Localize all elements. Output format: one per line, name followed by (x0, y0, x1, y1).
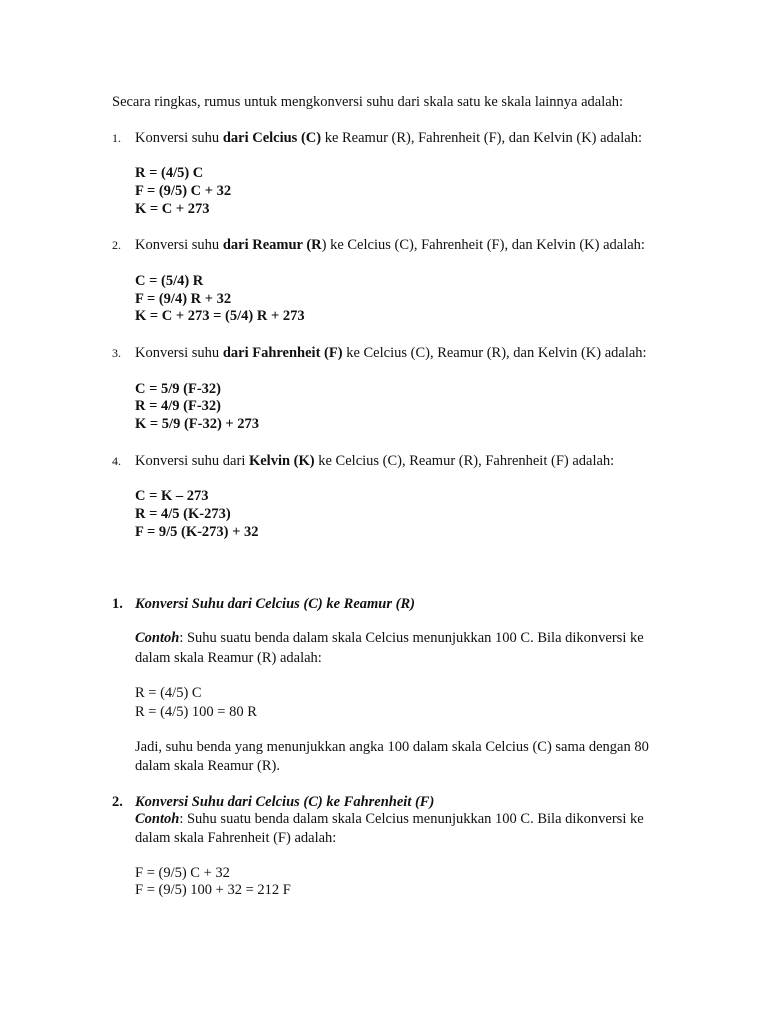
example-heading: Konversi Suhu dari Celcius (C) ke Fahrenheit (F) (135, 794, 435, 810)
formula-line: C = (5/4) R (135, 273, 204, 289)
contoh-label: Contoh (135, 811, 180, 827)
list-item-bold: dari Reamur (R (222, 237, 322, 253)
formula-line: C = 5/9 (F-32) (135, 381, 221, 397)
list-item-post: ) ke Celcius (C), Fahrenheit (F), dan Kelvin (K) adalah: (321, 237, 645, 253)
list-item-text (135, 453, 614, 470)
intro-text: Secara ringkas, rumus untuk mengkonversi suhu dari skala satu ke skala lainnya adalah: (112, 94, 623, 110)
contoh-text: : Suhu suatu benda dalam skala Celcius menunjukkan 100 C. Bila dikonversi ke (179, 811, 644, 827)
formula-line: F = (9/5) C + 32 (135, 183, 232, 199)
list-number: 3. (112, 346, 121, 360)
formula-line: K = 5/9 (F-32) + 273 (135, 416, 260, 432)
list-number: 4. (112, 454, 121, 468)
list-item-pre: Konversi suhu (135, 237, 223, 253)
list-item-bold: dari Celcius (C) (222, 130, 322, 146)
list-item-post: ke Celcius (C), Reamur (R), Fahrenheit (F) adalah: (314, 453, 615, 469)
formula-line: R = 4/9 (F-32) (135, 398, 221, 414)
example-number: 2. (112, 794, 123, 810)
example-contoh (135, 811, 644, 828)
contoh-label: Contoh (135, 630, 180, 646)
calc-line: R = (4/5) C (135, 685, 202, 701)
list-number: 2. (112, 238, 121, 252)
example-contoh-cont: dalam skala Fahrenheit (F) adalah: (135, 830, 337, 846)
formula-line: R = 4/5 (K-273) (135, 506, 231, 522)
calc-line: R = (4/5) 100 = 80 R (135, 704, 257, 720)
example-number: 1. (112, 596, 123, 612)
conclusion-line: Jadi, suhu benda yang menunjukkan angka 100 dalam skala Celcius (C) sama dengan 80 (135, 739, 649, 755)
list-item-text (135, 345, 647, 362)
list-item-pre: Konversi suhu (135, 130, 223, 146)
conclusion-line: dalam skala Reamur (R). (135, 758, 280, 774)
contoh-text: : Suhu suatu benda dalam skala Celcius menunjukkan 100 C. Bila dikonversi ke (179, 630, 644, 646)
calc-line: F = (9/5) 100 + 32 = 212 F (135, 882, 291, 898)
list-item-bold: dari Fahrenheit (F) (222, 345, 343, 361)
list-item-post: ke Celcius (C), Reamur (R), dan Kelvin (K) adalah: (342, 345, 647, 361)
example-contoh (135, 630, 644, 647)
formula-line: F = (9/4) R + 32 (135, 291, 232, 307)
formula-line: F = 9/5 (K-273) + 32 (135, 524, 259, 540)
formula-line: C = K – 273 (135, 488, 209, 504)
calc-line: F = (9/5) C + 32 (135, 865, 230, 881)
example-contoh-cont: dalam skala Reamur (R) adalah: (135, 650, 322, 666)
formula-line: R = (4/5) C (135, 165, 204, 181)
list-number: 1. (112, 131, 121, 145)
list-item-pre: Konversi suhu dari (135, 453, 249, 469)
example-heading: Konversi Suhu dari Celcius (C) ke Reamur (R) (135, 596, 415, 612)
formula-line: K = C + 273 = (5/4) R + 273 (135, 308, 305, 324)
list-item-text (135, 237, 645, 254)
list-item-pre: Konversi suhu (135, 345, 223, 361)
list-item-bold: Kelvin (K) (248, 453, 315, 469)
formula-line: K = C + 273 (135, 201, 210, 217)
list-item-post: ke Reamur (R), Fahrenheit (F), dan Kelvin (K) adalah: (321, 130, 642, 146)
list-item-text (135, 130, 642, 147)
